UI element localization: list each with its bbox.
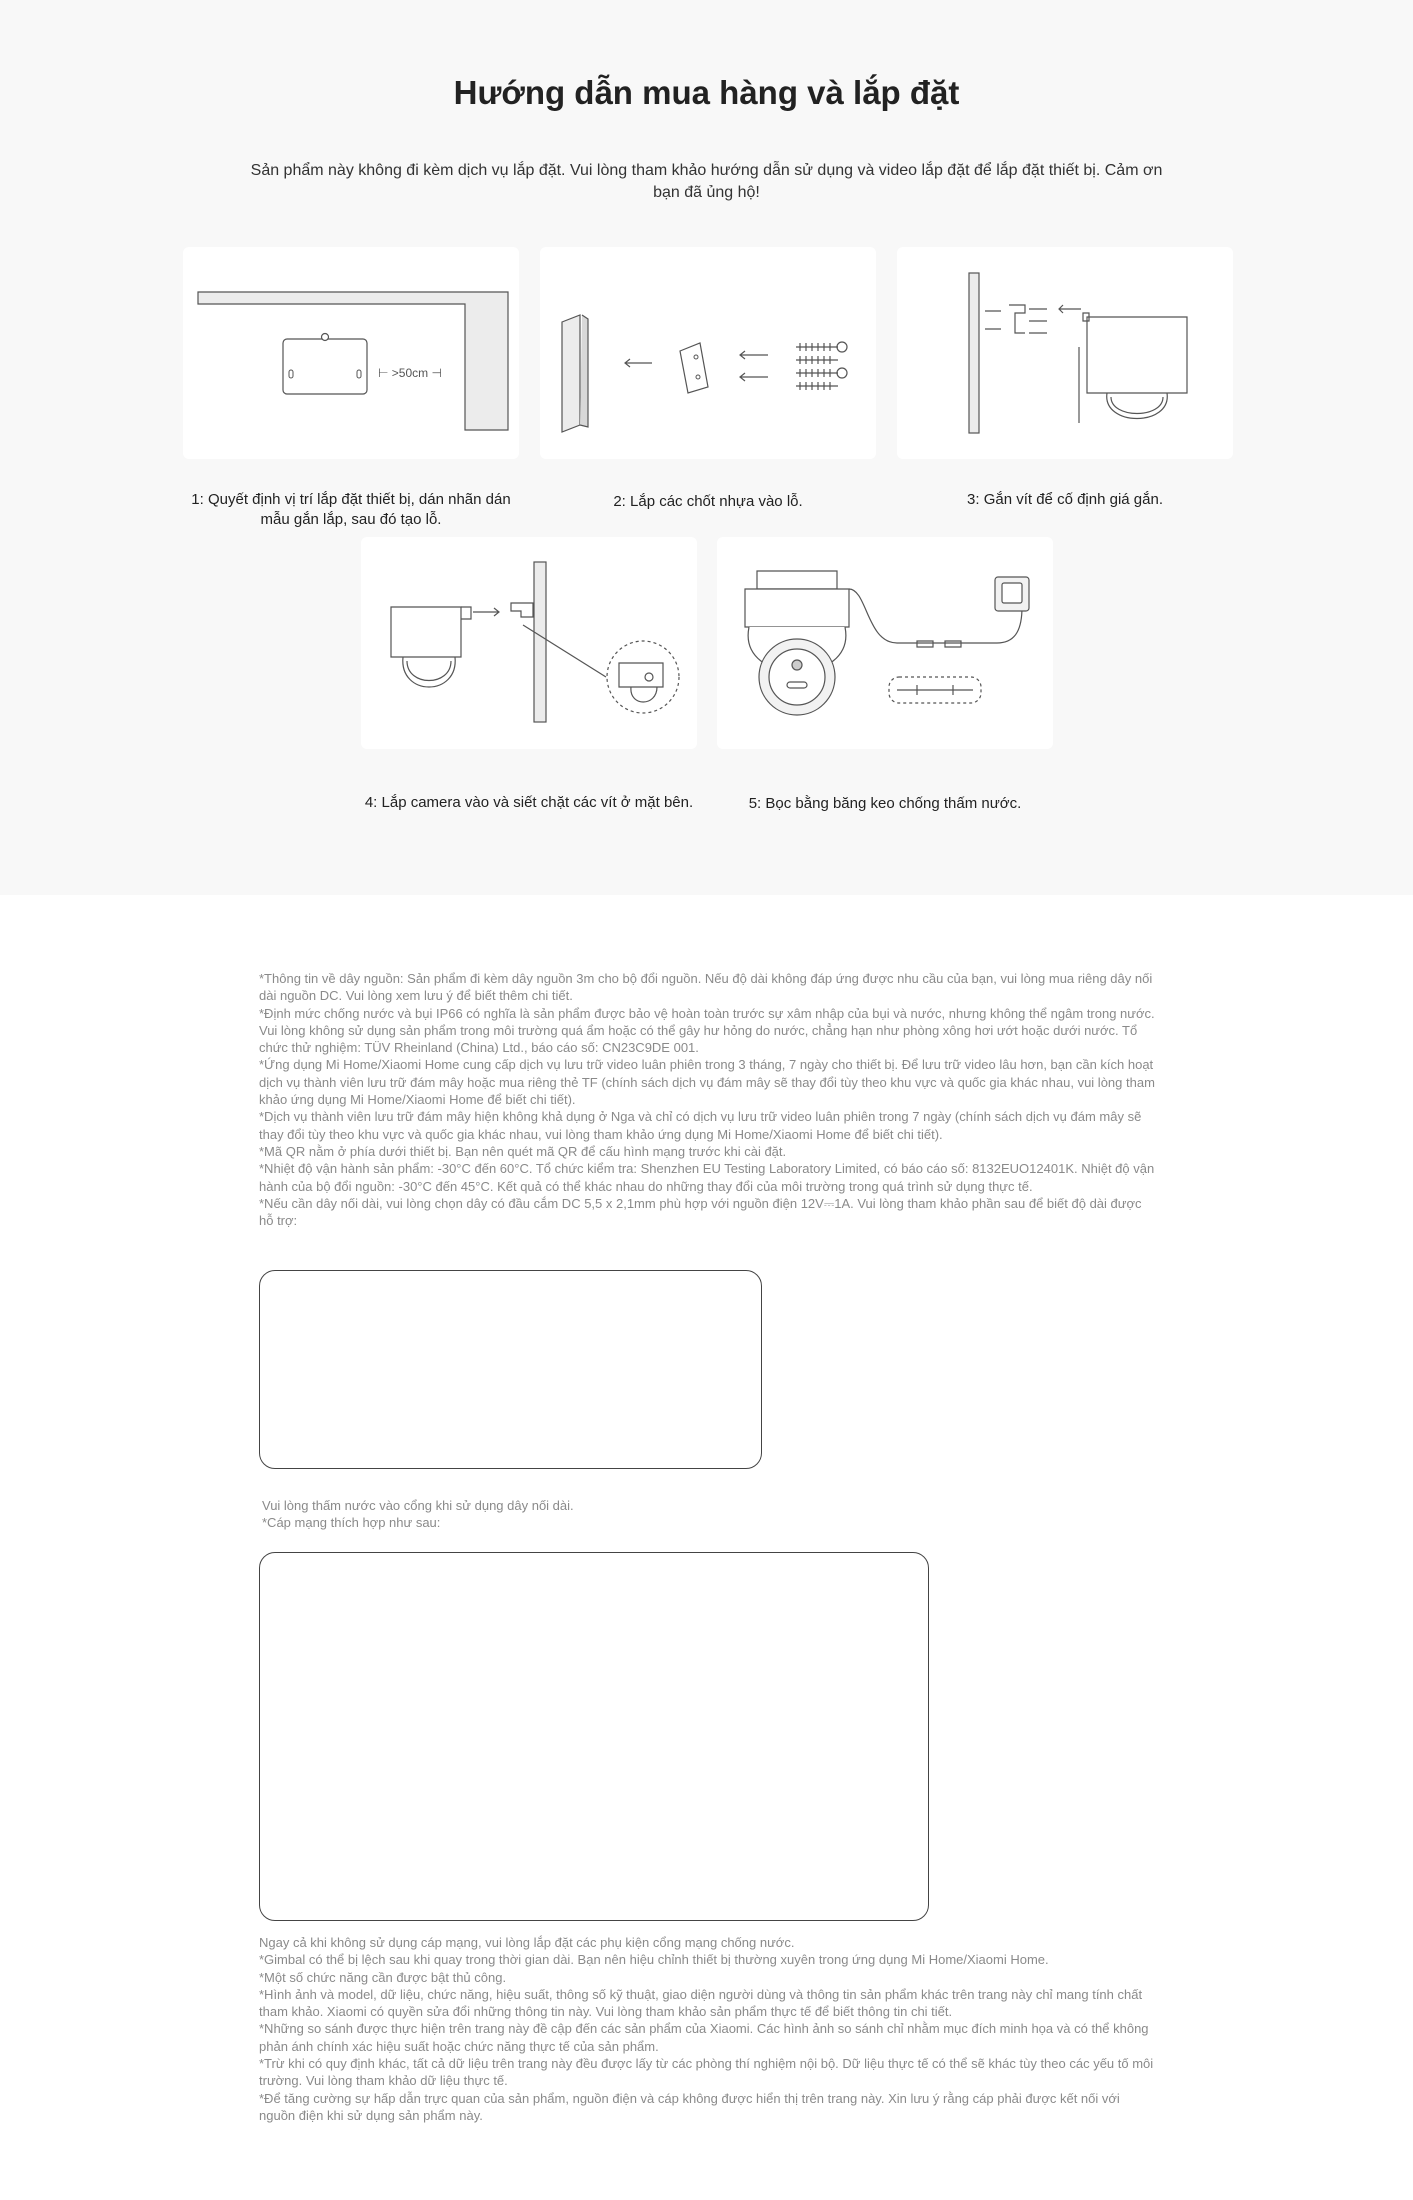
note-manual-functions: *Một số chức năng cần được bật thủ công.: [259, 1969, 507, 1985]
extension-length-table: [259, 1270, 762, 1469]
step-2-illustration: [540, 247, 876, 459]
note-storage: *Ứng dụng Mi Home/Xiaomi Home cung cấp dịch vụ lưu trữ video luân phiên trong 3 tháng, 7 ngày cho thiết bị. Để lưu trữ video lâu hơn, bạn cần kích hoạt dịch vụ thành viên lưu trữ đám mây hoặc mua riêng thẻ TF (chính sách dịch vụ đám mây sẽ thay đổi tùy theo khu vực và quốc gia khác nhau, vui lòng tham khảo ứng dụng Mi Home/Xiaomi Home để biết chi tiết).: [259, 1057, 1155, 1108]
step-5-illustration: [717, 537, 1053, 749]
note-lab-data: *Trừ khi có quy định khác, tất cả dữ liệu trên trang này đều được lấy từ các phòng thí nghiệm nội bộ. Dữ liệu thực tế có thể sẽ khác tùy theo các yếu tố môi trường. Vui lòng tham khảo dữ liệu thực tế.: [259, 2056, 1154, 2089]
note-qr-code: *Mã QR nằm ở phía dưới thiết bị. Bạn nên quét mã QR để cấu hình mạng trước khi cài đặt.: [259, 1143, 787, 1159]
note-extension-cable: *Nếu cần dây nối dài, vui lòng chọn dây có đầu cắm DC 5,5 x 2,1mm phù hợp với nguồn điện 12V⎓1A. Vui lòng tham khảo phần sau để biết độ dài được hỗ trợ:: [259, 1195, 1142, 1229]
step-2-caption: 2: Lắp các chốt nhựa vào lỗ.: [613, 493, 803, 510]
distance-label: ⊢ >50cm ⊣: [378, 366, 442, 380]
note-ip66: *Định mức chống nước và bụi IP66 có nghĩa là sản phẩm được bảo vệ hoàn toàn trước sự xâm nhập của bụi và nước, nhưng không thể ngâm trong nước. Vui lòng không sử dụng sản phẩm trong môi trường quá ẩm hoặc có thể gây hư hỏng do nước, chẳng hạn như phòng xông hơi ướt hoặc dưới nước. Tổ chức thử nghiệm: TÜV Rheinland (China) Ltd., báo cáo số: CN23C9DE 001.: [259, 1005, 1155, 1056]
step-3-illustration: [897, 247, 1233, 459]
note-comparisons: *Những so sánh được thực hiện trên trang này đề cập đến các sản phẩm của Xiaomi. Các hình ảnh so sánh chỉ nhằm mục đích minh họa và có thể không phản ánh chính xác hiệu suất hoặc chức năng thực tế của sản phẩm.: [259, 2021, 1149, 2054]
step-3-caption: 3: Gắn vít để cố định giá gắn.: [967, 491, 1163, 508]
anchors-drawing: [540, 247, 876, 459]
note-gimbal: *Gimbal có thể bị lệch sau khi quay trong thời gian dài. Bạn nên hiệu chỉnh thiết bị thường xuyên trong ứng dụng Mi Home/Xiaomi Home.: [259, 1952, 1049, 1968]
network-cable-table: [259, 1552, 929, 1921]
note-network-accessory: Ngay cả khi không sử dụng cáp mạng, vui lòng lắp đặt các phụ kiện cổng mạng chống nước.: [259, 1935, 795, 1950]
step-5-caption: 5: Bọc bằng băng keo chống thấm nước.: [748, 795, 1022, 812]
screws-bracket-drawing: [897, 247, 1233, 459]
note-power-cable: *Thông tin về dây nguồn: Sản phẩm đi kèm dây nguồn 3m cho bộ đổi nguồn. Nếu độ dài không đáp ứng được nhu cầu của bạn, vui lòng mua riêng dây nối dài nguồn DC. Vui lòng xem lưu ý để biết thêm chi tiết.: [259, 971, 1153, 1004]
note-cable-hidden: *Để tăng cường sự hấp dẫn trực quan của sản phẩm, nguồn điện và cáp không được hiển thị trên trang này. Xin lưu ý rằng cáp phải được kết nối với nguồn điện khi sử dụng sản phẩm này.: [259, 2090, 1120, 2123]
note-reference-info: *Hình ảnh và model, dữ liệu, chức năng, hiệu suất, thông số kỹ thuật, giao diện người dùng và thông tin sản phẩm khác trên trang này chỉ mang tính chất tham khảo. Xiaomi có quyền sửa đổi những thông tin này. Vui lòng tham khảo sản phẩm thực tế để biết thông tin chi tiết.: [259, 1986, 1143, 2020]
note-network-cable: *Cáp mạng thích hợp như sau:: [262, 1515, 441, 1530]
step-4-illustration: [361, 537, 697, 749]
page-title: Hướng dẫn mua hàng và lắp đặt: [453, 74, 960, 111]
step-1-illustration: [183, 247, 519, 459]
note-waterproof-port: Vui lòng thấm nước vào cổng khi sử dụng dây nối dài.: [262, 1498, 574, 1513]
step-4-caption: 4: Lắp camera vào và siết chặt các vít ở mặt bên.: [364, 794, 694, 811]
install-section: [0, 0, 1413, 895]
note-temperature: *Nhiệt độ vận hành sản phẩm: -30°C đến 60°C. Tổ chức kiểm tra: Shenzhen EU Testing Laboratory Limited, có báo cáo số: 8132EUO12401K. Nhiệt độ vận hành của bộ đổi nguồn: -30°C đến 45°C. Kết quả có thể khác nhau do những thay đổi của môi trường trong quá trình sử dụng thực tế.: [259, 1161, 1155, 1194]
step-1-caption: 1: Quyết định vị trí lắp đặt thiết bị, dán nhãn dán mẫu gắn lắp, sau đó tạo lỗ.: [191, 491, 511, 528]
intro-text: Sản phẩm này không đi kèm dịch vụ lắp đặt. Vui lòng tham khảo hướng dẫn sử dụng và video lắp đặt để lắp đặt thiết bị. Cảm ơn bạn đã ủng hộ!: [250, 162, 1163, 201]
notes-bottom: [259, 1934, 1159, 2124]
note-cloud-russia: *Dịch vụ thành viên lưu trữ đám mây hiện không khả dụng ở Nga và chỉ có dịch vụ lưu trữ video luân phiên trong 7 ngày (chính sách dịch vụ đám mây sẽ thay đổi tùy theo khu vực và quốc gia khác nhau, vui lòng tham khảo ứng dụng Mi Home/Xiaomi Home để biết chi tiết).: [259, 1109, 1142, 1142]
notes-top: [259, 970, 1159, 1229]
mount-camera-drawing: [361, 537, 697, 749]
wall-template-drawing: [183, 247, 519, 459]
waterproof-tape-drawing: [717, 537, 1053, 749]
